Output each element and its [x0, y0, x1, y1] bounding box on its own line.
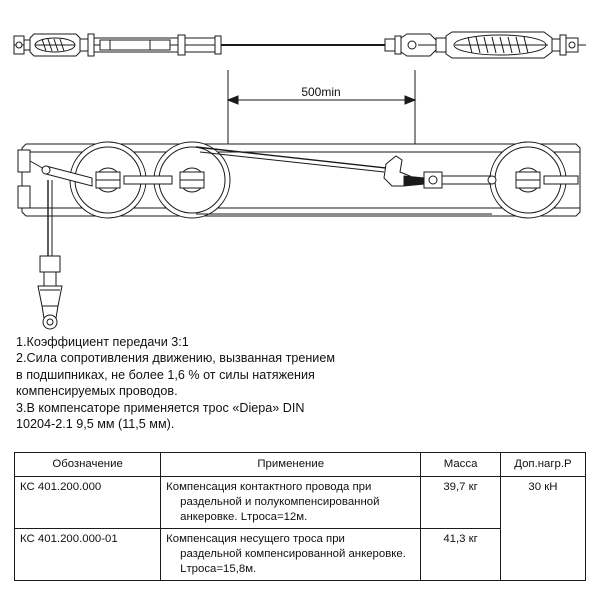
cell-application-1	[161, 477, 421, 529]
header-mass: Масса	[421, 453, 501, 477]
application-line: Компенсация контактного провода при	[166, 481, 372, 493]
application-line: Lтроса=15,8м.	[180, 563, 257, 575]
application-line: Компенсация несущего троса при	[166, 533, 345, 545]
note-line-1: 1.Коэффициент передачи 3:1	[16, 335, 189, 349]
table-row	[15, 477, 586, 529]
specification-table	[14, 452, 586, 581]
application-line: раздельной компенсированной анкеровке.	[180, 548, 406, 560]
application-line: анкеровке. Lтроса=12м.	[180, 511, 308, 523]
cell-application-2	[161, 529, 421, 581]
table-row	[15, 529, 586, 581]
pulley-assembly	[18, 142, 580, 329]
dimension-label-500min: 500min	[301, 85, 341, 99]
cell-mass-2: 41,3 кг	[421, 529, 501, 581]
note-line-2: 2.Сила сопротивления движению, вызванная трением	[16, 351, 336, 366]
note-line-6: 10204-2.1 9,5 мм (11,5 мм).	[16, 417, 175, 432]
notes-block	[16, 334, 584, 432]
note-line-4: компенсируемых проводов.	[16, 384, 178, 399]
cell-load-merged: 30 кН	[500, 477, 585, 581]
table-header-row	[15, 453, 586, 477]
cell-designation-2: КС 401.200.000-01	[15, 529, 161, 581]
header-load: Доп.нагр.Р	[500, 453, 585, 477]
application-line: раздельной и полукомпенсированной	[180, 496, 380, 508]
note-line-3: в подшипниках, не более 1,6 % от силы натяжения	[16, 367, 315, 382]
top-assembly	[14, 32, 586, 58]
note-line-5: 3.В компенсаторе применяется трос «Diepa» DIN	[16, 400, 305, 415]
header-designation: Обозначение	[15, 453, 161, 477]
header-application: Применение	[161, 453, 421, 477]
cell-mass-1: 39,7 кг	[421, 477, 501, 529]
cell-designation-1: КС 401.200.000	[15, 477, 161, 529]
